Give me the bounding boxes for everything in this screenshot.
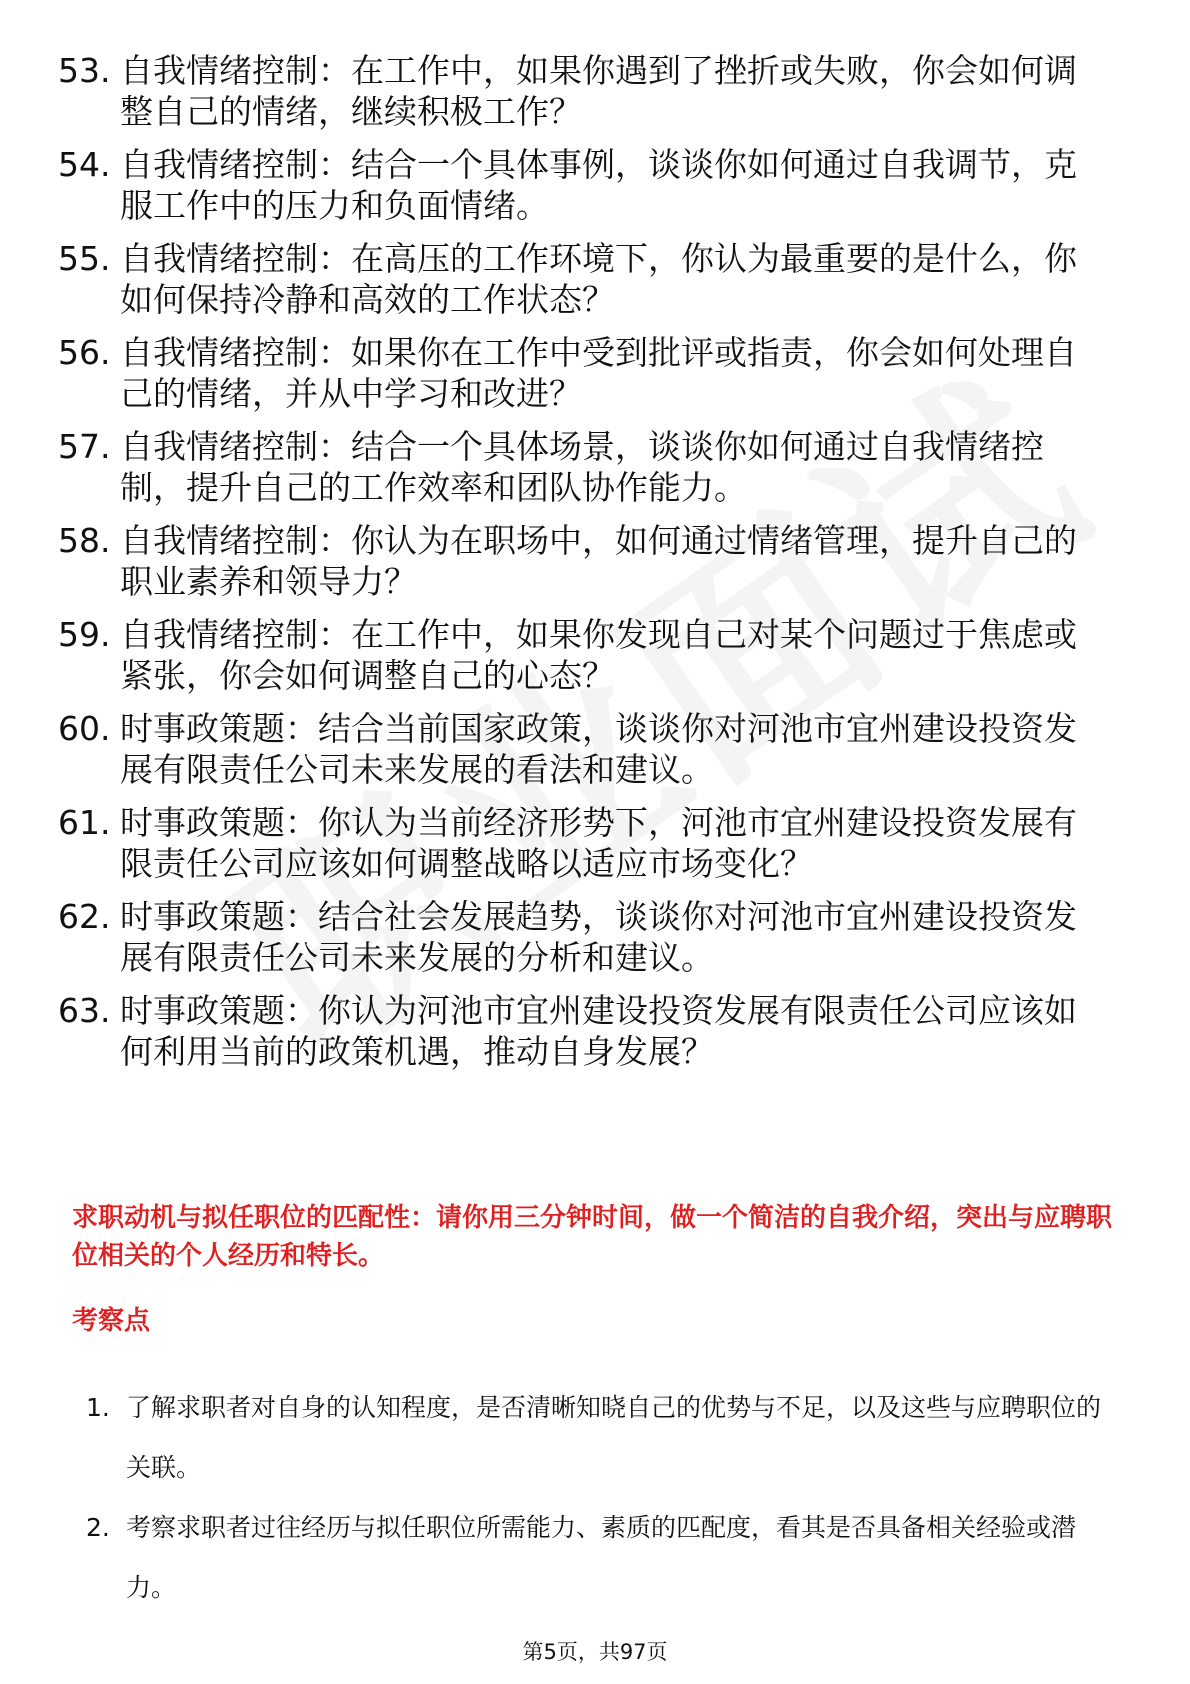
page-footer: 第5页，共97页 [522, 1640, 668, 1664]
question-number: 63. [58, 991, 111, 1030]
point-item [86, 1378, 1126, 1498]
points-list [86, 1378, 1126, 1618]
point-text: 考察求职者过往经历与拟任职位所需能力、素质的匹配度，看其是否具备相关经验或潜力。 [126, 1513, 1077, 1602]
question-text: 时事政策题：结合社会发展趋势，谈谈你对河池市宜州建设投资发展有限责任公司未来发展的分析和建议。 [120, 897, 1077, 977]
question-number: 61. [58, 803, 111, 842]
question-item [58, 332, 1118, 414]
question-number: 57. [58, 427, 111, 466]
question-number: 62. [58, 897, 111, 936]
question-item [58, 896, 1118, 978]
question-text: 自我情绪控制：结合一个具体场景，谈谈你如何通过自我情绪控制，提升自己的工作效率和团队协作能力。 [120, 427, 1044, 507]
question-number: 60. [58, 709, 111, 748]
question-item [58, 990, 1118, 1072]
question-number: 56. [58, 333, 111, 372]
point-number: 1. [86, 1393, 110, 1422]
question-text: 自我情绪控制：在高压的工作环境下，你认为最重要的是什么，你如何保持冷静和高效的工作状态？ [120, 239, 1077, 319]
question-text: 时事政策题：你认为河池市宜州建设投资发展有限责任公司应该如何利用当前的政策机遇，推动自身发展？ [120, 991, 1077, 1071]
question-number: 58. [58, 521, 111, 560]
question-item [58, 802, 1118, 884]
question-text: 时事政策题：你认为当前经济形势下，河池市宜州建设投资发展有限责任公司应该如何调整战略以适应市场变化？ [120, 803, 1077, 883]
question-text: 自我情绪控制：如果你在工作中受到批评或指责，你会如何处理自己的情绪，并从中学习和改进？ [120, 333, 1077, 413]
points-heading: 考察点 [72, 1306, 151, 1336]
question-list [58, 50, 1118, 1084]
question-number: 54. [58, 145, 111, 184]
point-item [86, 1498, 1126, 1618]
question-text: 自我情绪控制：你认为在职场中，如何通过情绪管理，提升自己的职业素养和领导力？ [120, 521, 1077, 601]
question-number: 53. [58, 51, 111, 90]
question-item [58, 50, 1118, 132]
question-number: 55. [58, 239, 111, 278]
question-number: 59. [58, 615, 111, 654]
question-item [58, 426, 1118, 508]
point-number: 2. [86, 1513, 110, 1542]
question-item [58, 614, 1118, 696]
question-text: 自我情绪控制：结合一个具体事例，谈谈你如何通过自我调节，克服工作中的压力和负面情绪。 [120, 145, 1077, 225]
question-text: 自我情绪控制：在工作中，如果你发现自己对某个问题过于焦虑或紧张，你会如何调整自己的心态？ [120, 615, 1077, 695]
question-item [58, 708, 1118, 790]
question-text: 时事政策题：结合当前国家政策，谈谈你对河池市宜州建设投资发展有限责任公司未来发展的看法和建议。 [120, 709, 1077, 789]
point-text: 了解求职者对自身的认知程度，是否清晰知晓自己的优势与不足，以及这些与应聘职位的关联。 [126, 1393, 1102, 1482]
question-item [58, 144, 1118, 226]
question-text: 自我情绪控制：在工作中，如果你遇到了挫折或失败，你会如何调整自己的情绪，继续积极工作？ [120, 51, 1077, 131]
question-item [58, 520, 1118, 602]
section-title: 求职动机与拟任职位的匹配性：请你用三分钟时间，做一个简洁的自我介绍，突出与应聘职位相关的个人经历和特长。 [72, 1203, 1113, 1271]
question-item [58, 238, 1118, 320]
